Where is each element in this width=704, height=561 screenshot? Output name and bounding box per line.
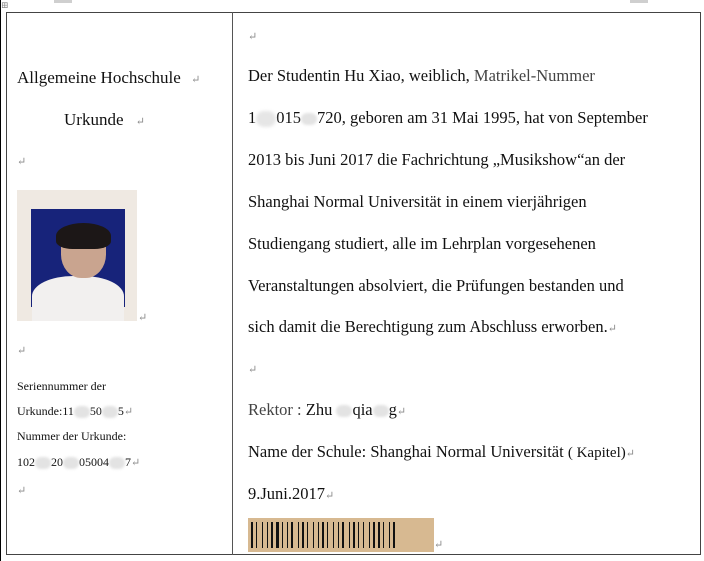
issue-date: 9.Juni.2017↵ xyxy=(248,484,335,503)
barcode-stripe xyxy=(322,522,324,548)
barcode-stripe xyxy=(342,522,344,548)
barcode-stripe xyxy=(351,522,352,548)
barcode-stripe xyxy=(376,522,377,548)
barcode-stripe xyxy=(276,522,279,548)
barcode-stripe xyxy=(271,522,273,548)
header-marker-left xyxy=(54,0,72,3)
barcode-stripe xyxy=(381,522,382,548)
paragraph-mark: ↵ xyxy=(191,74,201,86)
paragraph-mark: ↵ xyxy=(17,345,27,357)
body-line-4: Shanghai Normal Universität in einem vierjährigen xyxy=(248,192,587,211)
barcode-stripe xyxy=(391,522,392,548)
school-name xyxy=(17,68,200,88)
barcode xyxy=(248,518,434,552)
barcode-stripe xyxy=(280,522,281,548)
barcode-stripe xyxy=(300,522,301,548)
barcode-stripe xyxy=(356,522,357,548)
barcode-stripe xyxy=(373,522,375,548)
serial-number-value: Urkunde:11 50 5↵ xyxy=(17,404,134,418)
barcode-stripe xyxy=(340,522,341,548)
barcode-stripe xyxy=(393,522,395,548)
barcode-stripe xyxy=(365,522,368,548)
header-marker-right xyxy=(630,0,648,3)
barcode-stripe xyxy=(325,522,326,548)
barcode-stripe xyxy=(289,522,290,548)
rektor-line: Rektor : Zhu qia g↵ xyxy=(248,400,407,419)
barcode-stripe xyxy=(371,522,372,548)
matrikel-label: Matrikel-Nummer xyxy=(473,66,595,85)
barcode-stripe xyxy=(333,522,334,548)
paragraph-mark: ↵ xyxy=(135,116,145,128)
paragraph-mark: ↵ xyxy=(17,156,27,168)
column-divider xyxy=(232,12,233,555)
barcode-stripe xyxy=(254,522,255,548)
barcode-stripe xyxy=(302,522,304,548)
barcode-stripe xyxy=(318,522,319,548)
body-line-7: sich damit die Berechtigung zum Abschluss erworben.↵ xyxy=(248,317,617,336)
paragraph-mark: ↵ xyxy=(434,539,444,551)
body-line-1: Der Studentin Hu Xiao, weiblich, Matrikel-Nummer xyxy=(248,66,595,85)
paragraph-mark: ↵ xyxy=(17,485,27,497)
barcode-stripe xyxy=(305,522,306,548)
document-type-text: Urkunde xyxy=(64,110,124,129)
barcode-stripe xyxy=(291,522,293,548)
barcode-stripe xyxy=(363,522,364,548)
barcode-stripe xyxy=(256,522,257,548)
barcode-stripe xyxy=(251,522,253,548)
barcode-stripe xyxy=(349,522,350,548)
barcode-stripe xyxy=(345,522,348,548)
barcode-stripe xyxy=(294,522,297,548)
barcode-stripe xyxy=(258,522,261,548)
barcode-stripe xyxy=(313,522,314,548)
barcode-stripe xyxy=(369,522,370,548)
barcode-stripe xyxy=(385,522,388,548)
document-type xyxy=(64,110,145,130)
body-line-2: 1 015 720, geboren am 31 Mai 1995, hat von September xyxy=(248,108,648,127)
barcode-stripe xyxy=(307,522,308,548)
barcode-stripe xyxy=(298,522,299,548)
barcode-stripe xyxy=(335,522,337,548)
barcode-stripe xyxy=(378,522,380,548)
paragraph-mark: ↵ xyxy=(248,364,258,376)
barcode-stripe xyxy=(267,522,268,548)
barcode-stripe xyxy=(360,522,362,548)
page-edge-left xyxy=(0,0,1,561)
student-photo xyxy=(17,190,137,321)
barcode-stripe xyxy=(284,522,286,548)
school-name-text: Allgemeine Hochschule xyxy=(17,68,181,87)
serial-number-label: Seriennummer der xyxy=(17,379,106,393)
barcode-stripe xyxy=(282,522,283,548)
paragraph-mark: ↵ xyxy=(248,31,258,43)
barcode-stripe xyxy=(262,522,263,548)
barcode-stripe xyxy=(264,522,266,548)
body-line-5: Studiengang studiert, alle im Lehrplan vorgesehenen xyxy=(248,234,596,253)
certificate-number-label: Nummer der Urkunde: xyxy=(17,429,127,443)
anchor-mark: ⊞ xyxy=(1,0,9,10)
barcode-stripe xyxy=(320,522,321,548)
barcode-stripe xyxy=(353,522,355,548)
barcode-stripe xyxy=(358,522,359,548)
barcode-stripe xyxy=(274,522,275,548)
barcode-stripe xyxy=(327,522,328,548)
barcode-stripe xyxy=(287,522,288,548)
barcode-stripe xyxy=(315,522,317,548)
paragraph-mark: ↵ xyxy=(607,323,617,335)
barcode-stripe xyxy=(338,522,339,548)
school-line: Name der Schule: Shanghai Normal Universität ( Kapitel)↵ xyxy=(248,442,635,461)
body-line-3: 2013 bis Juni 2017 die Fachrichtung „Musikshow“an der xyxy=(248,150,626,169)
rektor-label: Rektor : xyxy=(248,400,306,419)
barcode-stripe xyxy=(383,522,384,548)
body-line-6: Veranstaltungen absolviert, die Prüfungen bestanden und xyxy=(248,276,624,295)
barcode-stripe xyxy=(309,522,312,548)
seal-note: ( Kapitel) xyxy=(567,445,626,461)
certificate-number-value: 102 20 05004 7↵ xyxy=(17,455,141,469)
barcode-stripe xyxy=(329,522,332,548)
barcode-stripe xyxy=(389,522,390,548)
barcode-stripe xyxy=(269,522,270,548)
paragraph-mark: ↵ xyxy=(138,312,148,324)
